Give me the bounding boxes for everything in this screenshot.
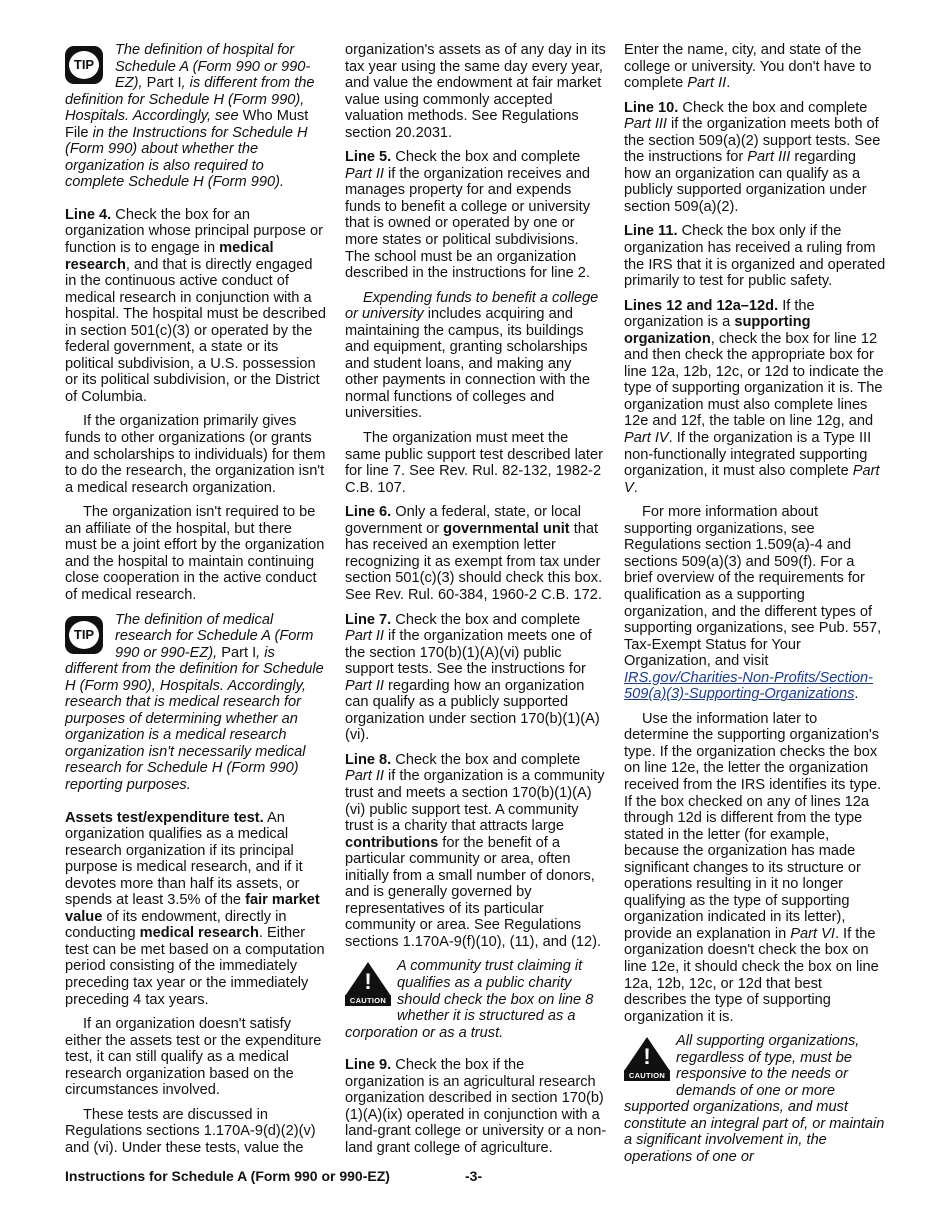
valuation-paragraph: organization's assets as of any day in its tax year using the same day every year, and value the endowment at fair market value using commonly accepted valuation methods. See Regulations section 20.2031.	[345, 42, 606, 141]
line-7-paragraph: Line 7. Check the box and complete Part II if the organization meets one of the section 170(b)(1)(A)(vi) public support tests. See the instructions for Part II regarding how an organization can qualify as a publicly supported organization under section 170(b)(1)(A)(vi).	[345, 611, 600, 744]
line-11-paragraph: Line 11. Check the box only if the organization has received a ruling from the IRS that it is organized and operated primarily to test for public safety.	[624, 223, 886, 290]
more-info-paragraph: For more information about supporting organizations, see Regulations section 1.509(a)-4 and sections 509(a)(3) and 509(f). For a brief overview of the requirements for qualification as a supporting organization, and the different types of supporting organizations, see Pub. 557, Tax-Exempt Status for Your Organization, and visit IRS.gov/Charities-Non-Profits/Section-509(a)(3)-Supporting-Organizations.	[624, 504, 882, 703]
grants-paragraph: If the organization primarily gives funds to other organizations (or grants and scholarships to individuals) for them to do the research, the organization isn't a medical research organization.	[65, 413, 326, 496]
line-8-paragraph: Line 8. Check the box and complete Part II if the organization is a community trust and meets a section 170(b)(1)(A)(vi) public support test. A community trust is a charity that attracts large contributions for the benefit of a particular community or area, often initially from a small number of donors, and is generally governed by representatives of its particular community or area. See Regulations sections 1.170A-9(f)(10), (11), and (12).	[345, 751, 605, 950]
column-1	[65, 42, 327, 1164]
assets-test-paragraph: Assets test/expenditure test. An organization qualifies as a medical research organization if its principal purpose is medical research, and if it devotes more than half its assets, or spends at least 3.5% of the fair market value of its endowment, directly in conducting medical research. Either test can be met based on a computation period consisting of the immediately preceding tax year or the immediately preceding 4 tax years.	[65, 809, 325, 1008]
column-3	[624, 42, 886, 1182]
expending-funds-paragraph: Expending funds to benefit a college or university includes acquiring and maintaining the campus, its buildings and equipment, granting scholarships and student loans, and making any other payments in connection with the normal functions of colleges and universities.	[345, 289, 599, 422]
column-2	[345, 42, 607, 1164]
line-10-paragraph: Line 10. Check the box and complete Part III if the organization meets both of the section 509(a)(2) support tests. See the instructions for Part III regarding how an organization can qualify as a publicly supported organization under section 509(a)(2).	[624, 99, 881, 215]
tip-note-hospital-definition: TIP The definition of hospital for Schedule A (Form 990 or 990-EZ), Part I, is different from the definition for Schedule H (Form 990), Hospitals. Accordingly, see Who Must File in the Instructions for Schedule H (Form 990) about whether the organization is also required to complete Schedule H (Form 990).	[65, 42, 315, 191]
line-4-paragraph: Line 4. Check the box for an organization whose principal purpose or function is to engage in medical research, and that is directly engaged in the continuous active conduct of medical research in conjunction with a hospital. The hospital must be described in section 501(c)(3) or operated by the federal government, a state or its political subdivision, a U.S. possession or its political subdivision, or the District of Columbia.	[65, 206, 326, 405]
tip-note-medical-research-definition: TIP The definition of medical research for Schedule A (Form 990 or 990-EZ), Part I, is different from the definition for Schedule H (Form 990), Hospitals. Accordingly, research that is medical research for purposes of determining whether an organization is a medical research organization isn't necessarily medical research for Schedule H (Form 990) reporting purposes.	[65, 611, 324, 793]
tip-icon: TIP	[65, 46, 107, 88]
affiliate-paragraph: The organization isn't required to be an affiliate of the hospital, but there must be a joint effort by the organization and the hospital to maintain continuing close cooperation in the active conduct of medical research.	[65, 504, 325, 603]
irs-supporting-orgs-link[interactable]: IRS.gov/Charities-Non-Profits/Section-509(a)(3)-Supporting-Organizations	[624, 669, 873, 703]
line-6-paragraph: Line 6. Only a federal, state, or local government or governmental unit that has received an exemption letter recognizing it as exempt from tax under section 501(c)(3) should check this box. See Rev. Rul. 60-384, 1960-2 C.B. 172.	[345, 504, 603, 603]
tip-icon: TIP	[65, 616, 107, 658]
caution-note-supporting-orgs: ! CAUTION All supporting organizations, regardless of type, must be responsive to the needs or demands of one or more supported organizations, and must constitute an integral part of, or maintain a significant involvement in, the operations of one or	[624, 1033, 885, 1165]
enter-college-paragraph: Enter the name, city, and state of the college or university. You don't have to complete Part II.	[624, 42, 872, 92]
use-information-paragraph: Use the information later to determine the supporting organization's type. If the organization checks the box on line 12e, the letter the organization received from the IRS identifies its type. If the box checked on any of lines 12a through 12d is different from the type stated in the letter (for example, because the organization has made significant changes to its structure or operations resulting in it no longer qualifying as the type of supporting organization indicated in its letter), provide an explanation in Part VI. If the organization doesn't check the box on line 12e, it should check the box on line 12a, 12b, 12c, or 12d that best describes the type of supporting organization it is.	[624, 710, 882, 1025]
caution-icon: ! CAUTION	[345, 962, 391, 1008]
line-9-paragraph: Line 9. Check the box if the organization is an agricultural research organization described in section 170(b)(1)(A)(ix) operated in conjunction with a land-grant college or university or a non-land grant college of agriculture.	[345, 1057, 607, 1156]
caution-icon: ! CAUTION	[624, 1037, 670, 1083]
tests-discussed-paragraph: These tests are discussed in Regulations sections 1.170A-9(d)(2)(v) and (vi). Under these tests, value the	[65, 1106, 316, 1156]
footer-title: Instructions for Schedule A (Form 990 or 990-EZ)	[65, 1168, 390, 1184]
caution-note-community-trust: ! CAUTION A community trust claiming it qualifies as a public charity should check the box on line 8 whether it is structured as a corporation or as a trust.	[345, 958, 594, 1041]
not-satisfy-paragraph: If an organization doesn't satisfy either the assets test or the expenditure test, it can still qualify as a medical research organization based on the circumstances involved.	[65, 1016, 322, 1099]
public-support-paragraph: The organization must meet the same public support test described later for line 7. See Rev. Rul. 82-132, 1982-2 C.B. 107.	[345, 430, 603, 496]
page-number: -3-	[465, 1168, 483, 1184]
line-12-paragraph: Lines 12 and 12a–12d. If the organization is a supporting organization, check the box for line 12 and then check the appropriate box for line 12a, 12b, 12c, or 12d to indicate the type of supporting organization it is. The organization must also complete lines 12e and 12f, the table on line 12g, and Part IV. If the organization is a Type III non-functionally integrated supporting organization, it must also complete Part V.	[624, 297, 884, 496]
line-5-paragraph: Line 5. Check the box and complete Part II if the organization receives and manages property for and expends funds to benefit a college or university that is owned or operated by one or more states or political subdivisions. The school must be an organization described in the instructions for line 2.	[345, 149, 590, 282]
